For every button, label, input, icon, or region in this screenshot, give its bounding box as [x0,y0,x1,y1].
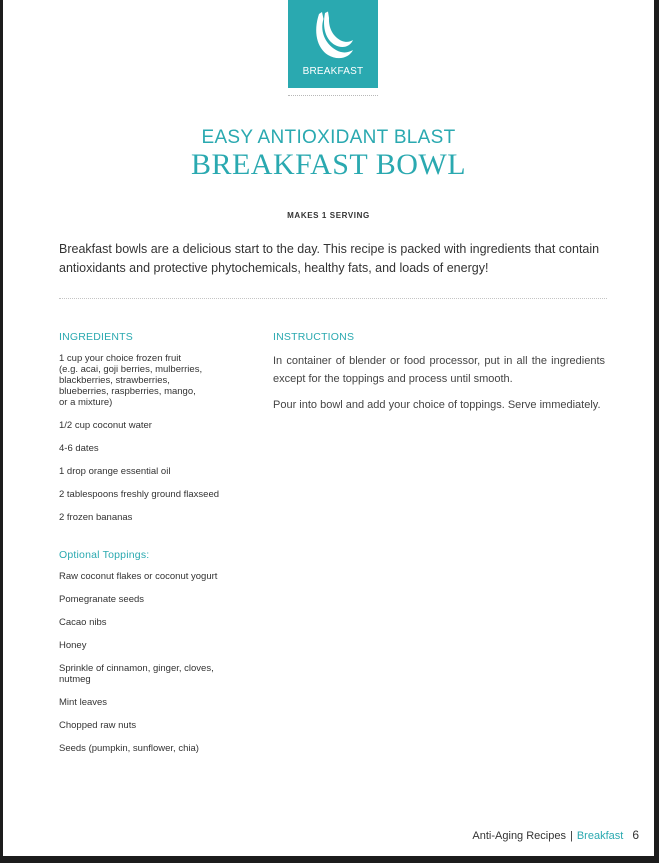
topping-item: Mint leaves [59,697,108,708]
intro-paragraph: Breakfast bowls are a delicious start to the day. This recipe is packed with ingredients that contain antioxidants and protective phytochemicals, healthy fats, and loads of energy! [59,242,600,275]
instruction-step: In container of blender or food processor, put in all the ingredients except for the toppings and process until smooth. [273,355,605,385]
ingredient-item: 1 drop orange essential oil [59,466,171,477]
instructions-column [273,331,605,424]
page-footer [472,828,639,842]
topping-item: Honey [59,640,87,651]
tab-divider [288,95,378,96]
section-divider [59,298,607,299]
ingredients-column [59,331,259,766]
recipe-title: BREAKFAST BOWL [190,148,467,181]
topping-item: Pomegranate seeds [59,594,145,605]
topping-item: Sprinkle of cinnamon, ginger, cloves, nutmeg [59,663,214,685]
instructions-heading: INSTRUCTIONS [273,331,355,343]
recipe-subtitle: EASY ANTIOXIDANT BLAST [201,127,456,148]
toppings-list [59,571,259,754]
ingredient-item: 1 cup your choice frozen fruit (e.g. acai, goji berries, mulberries, blackberries, strawberries, blueberries, raspberries, mango, or a mixture) [59,353,203,408]
ingredient-item: 2 tablespoons freshly ground flaxseed [59,489,220,500]
instructions-list [273,353,605,415]
ingredients-heading: INGREDIENTS [59,331,133,343]
recipe-page [3,0,654,856]
ingredient-item: 1/2 cup coconut water [59,420,152,431]
toppings-heading: Optional Toppings: [59,549,150,561]
ingredient-item: 4-6 dates [59,443,99,454]
footer-separator: | [569,830,573,842]
ingredient-item: 2 frozen bananas [59,512,133,523]
footer-category: Breakfast [576,830,624,842]
topping-item: Chopped raw nuts [59,720,137,731]
category-label: BREAKFAST [302,66,364,77]
book-title: Anti-Aging Recipes [472,830,566,842]
ingredients-list [59,353,259,523]
page-number: 6 [632,828,639,842]
serving-info: MAKES 1 SERVING [287,211,370,220]
instruction-step: Pour into bowl and add your choice of toppings. Serve immediately. [273,399,601,411]
banana-icon [310,10,356,62]
category-tab [288,0,378,88]
topping-item: Seeds (pumpkin, sunflower, chia) [59,743,199,754]
topping-item: Cacao nibs [59,617,107,628]
topping-item: Raw coconut flakes or coconut yogurt [59,571,218,582]
